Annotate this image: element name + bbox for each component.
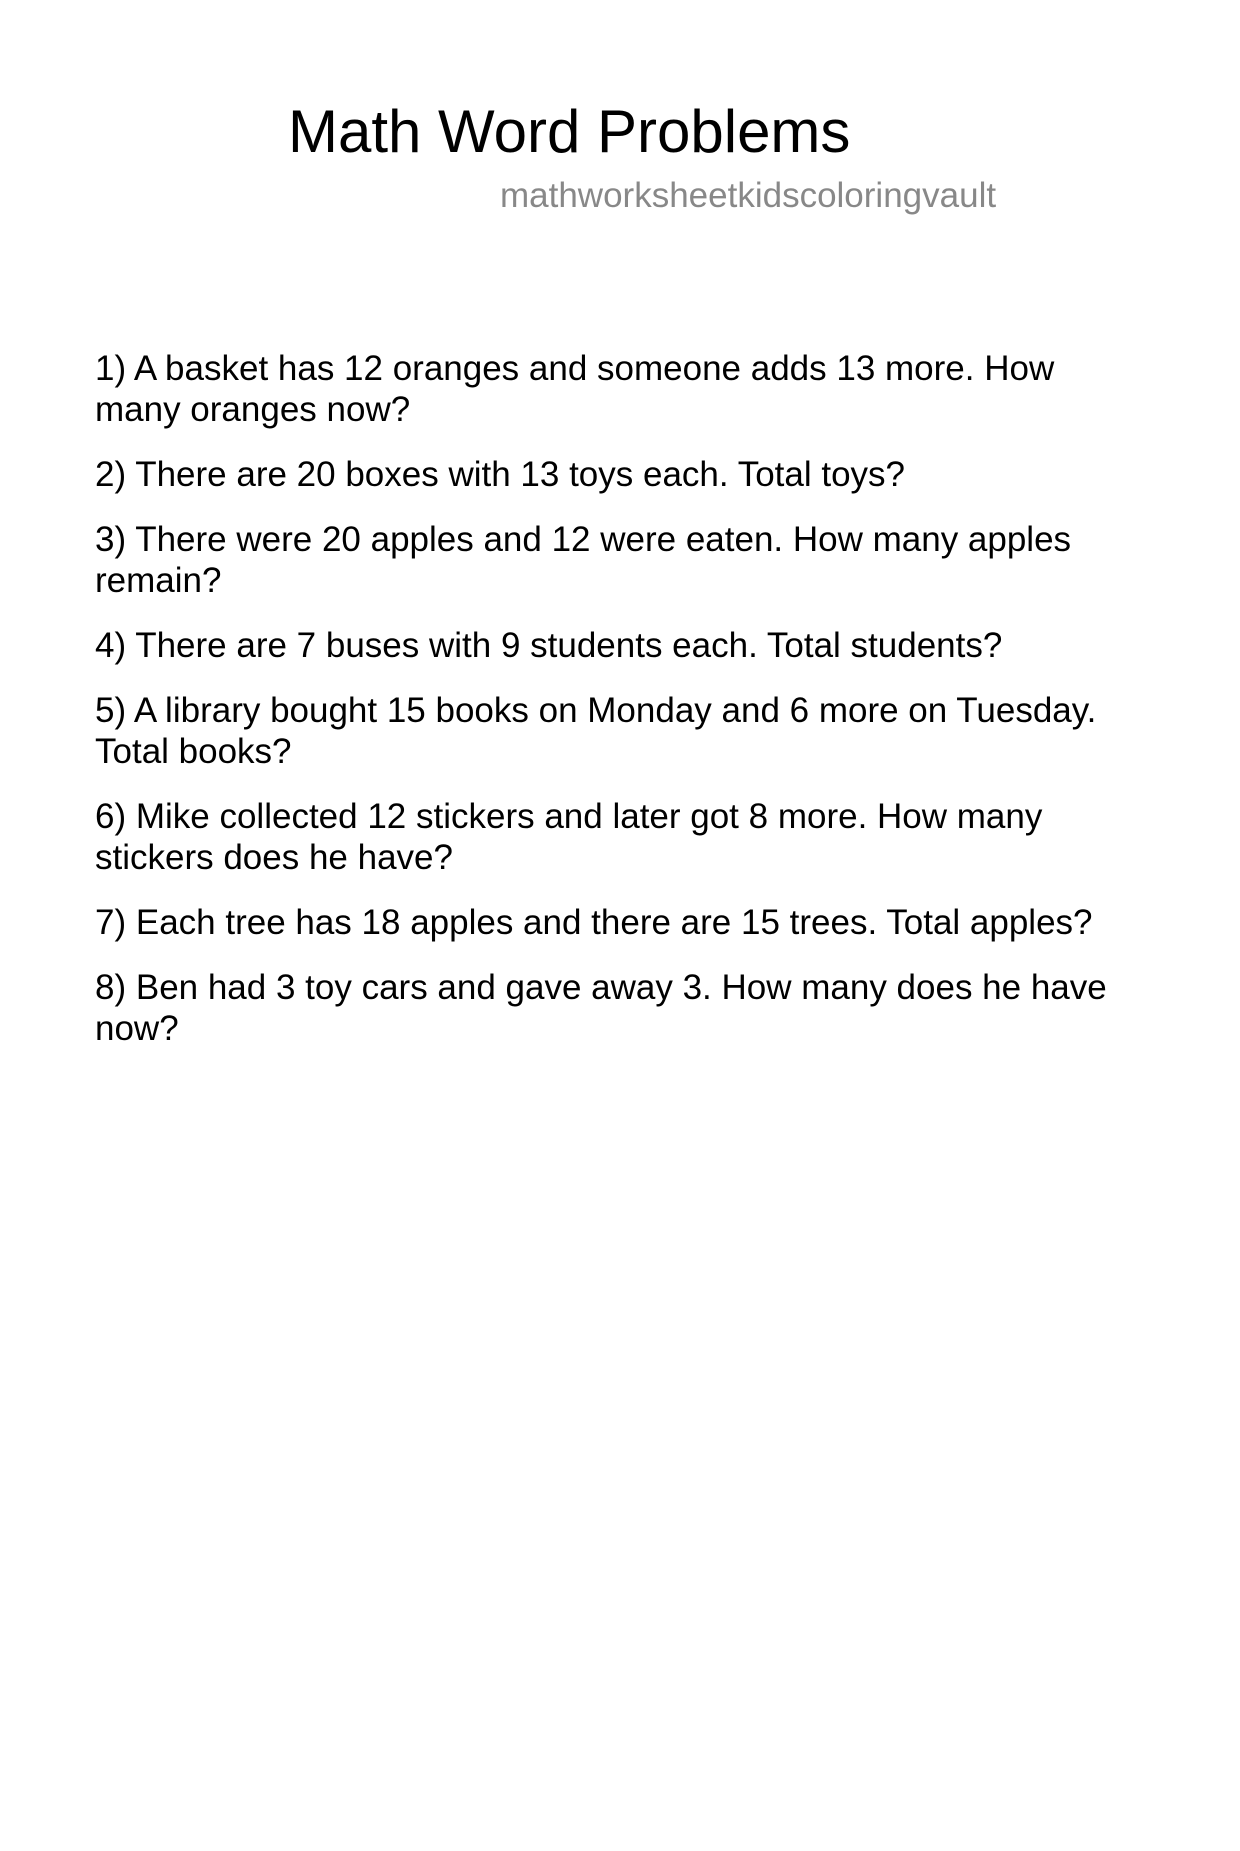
problem-item-8: 8) Ben had 3 toy cars and gave away 3. How many does he have now? — [95, 968, 1107, 1048]
problem-item-7: 7) Each tree has 18 apples and there are 15 trees. Total apples? — [95, 903, 1093, 942]
problem-item-4: 4) There are 7 buses with 9 students each. Total students? — [95, 626, 1003, 665]
page-title: Math Word Problems — [288, 98, 851, 165]
watermark-subtitle: mathworksheetkidscoloringvault — [500, 176, 997, 215]
problem-item-2: 2) There are 20 boxes with 13 toys each. Total toys? — [95, 455, 906, 494]
problem-item-1: 1) A basket has 12 oranges and someone adds 13 more. How many oranges now? — [95, 349, 1055, 429]
problem-list — [95, 348, 1145, 1049]
worksheet-page — [0, 97, 1240, 1851]
problem-item-3: 3) There were 20 apples and 12 were eaten. How many apples remain? — [95, 520, 1072, 600]
problem-item-5: 5) A library bought 15 books on Monday and 6 more on Tuesday. Total books? — [95, 691, 1097, 771]
problem-item-6: 6) Mike collected 12 stickers and later got 8 more. How many stickers does he have? — [95, 797, 1043, 877]
